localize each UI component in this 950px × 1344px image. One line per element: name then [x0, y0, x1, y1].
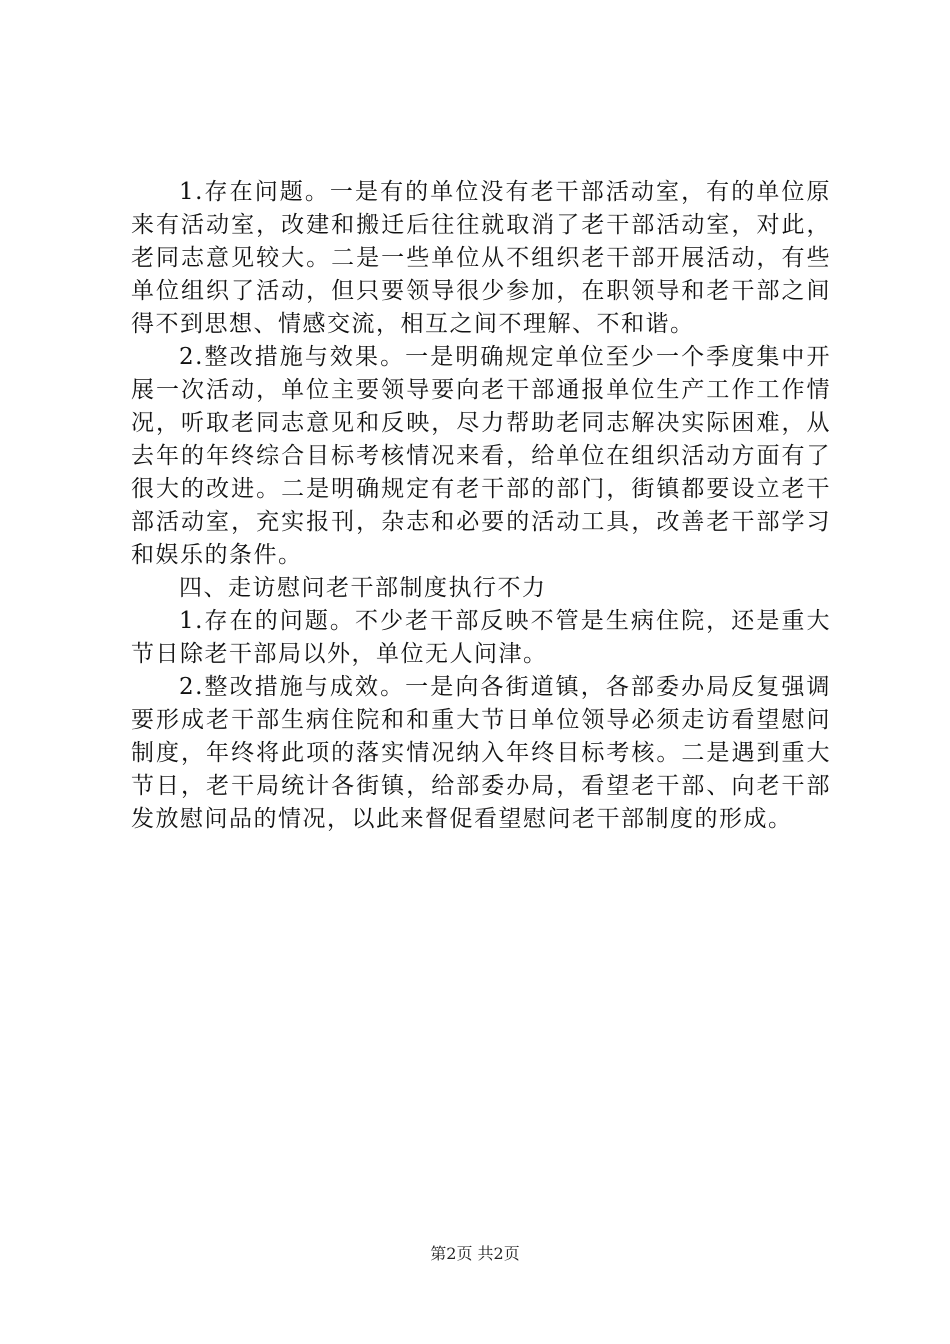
paragraph-visit-measures: 2.整改措施与成效。一是向各街道镇，各部委办局反复强调要形成老干部生病住院和和重大节日单位领导必须走访看望慰问制度，年终将此项的落实情况纳入年终目标考核。二是遇到重大节日，老干局统计各街镇，给部委办局，看望老干部、向老干部发放慰问品的情况，以此来督促看望慰问老干部制度的形成。: [131, 674, 831, 832]
paragraph-visit-problems: 1.存在的问题。不少老干部反映不管是生病住院，还是重大节日除老干部局以外，单位无人问津。: [131, 608, 831, 667]
document-body: [131, 176, 831, 836]
paragraph-existing-problems: 1.存在问题。一是有的单位没有老干部活动室，有的单位原来有活动室，改建和搬迁后往往就取消了老干部活动室，对此，老同志意见较大。二是一些单位从不组织老干部开展活动，有些单位组织了活动，但只要领导很少参加，在职领导和老干部之间得不到思想、情感交流，相互之间不理解、不和谐。: [131, 179, 831, 337]
page-number-footer: 第2页 共2页: [430, 1244, 520, 1263]
section-heading-visits: 四、走访慰问老干部制度执行不力: [179, 575, 547, 601]
paragraph-rectification-measures: 2.整改措施与效果。一是明确规定单位至少一个季度集中开展一次活动，单位主要领导要向老干部通报单位生产工作工作情况，听取老同志意见和反映，尽力帮助老同志解决实际困难，从去年的年终综合目标考核情况来看，给单位在组织活动方面有了很大的改进。二是明确规定有老干部的部门，街镇都要设立老干部活动室，充实报刊，杂志和必要的活动工具，改善老干部学习和娱乐的条件。: [131, 344, 831, 568]
